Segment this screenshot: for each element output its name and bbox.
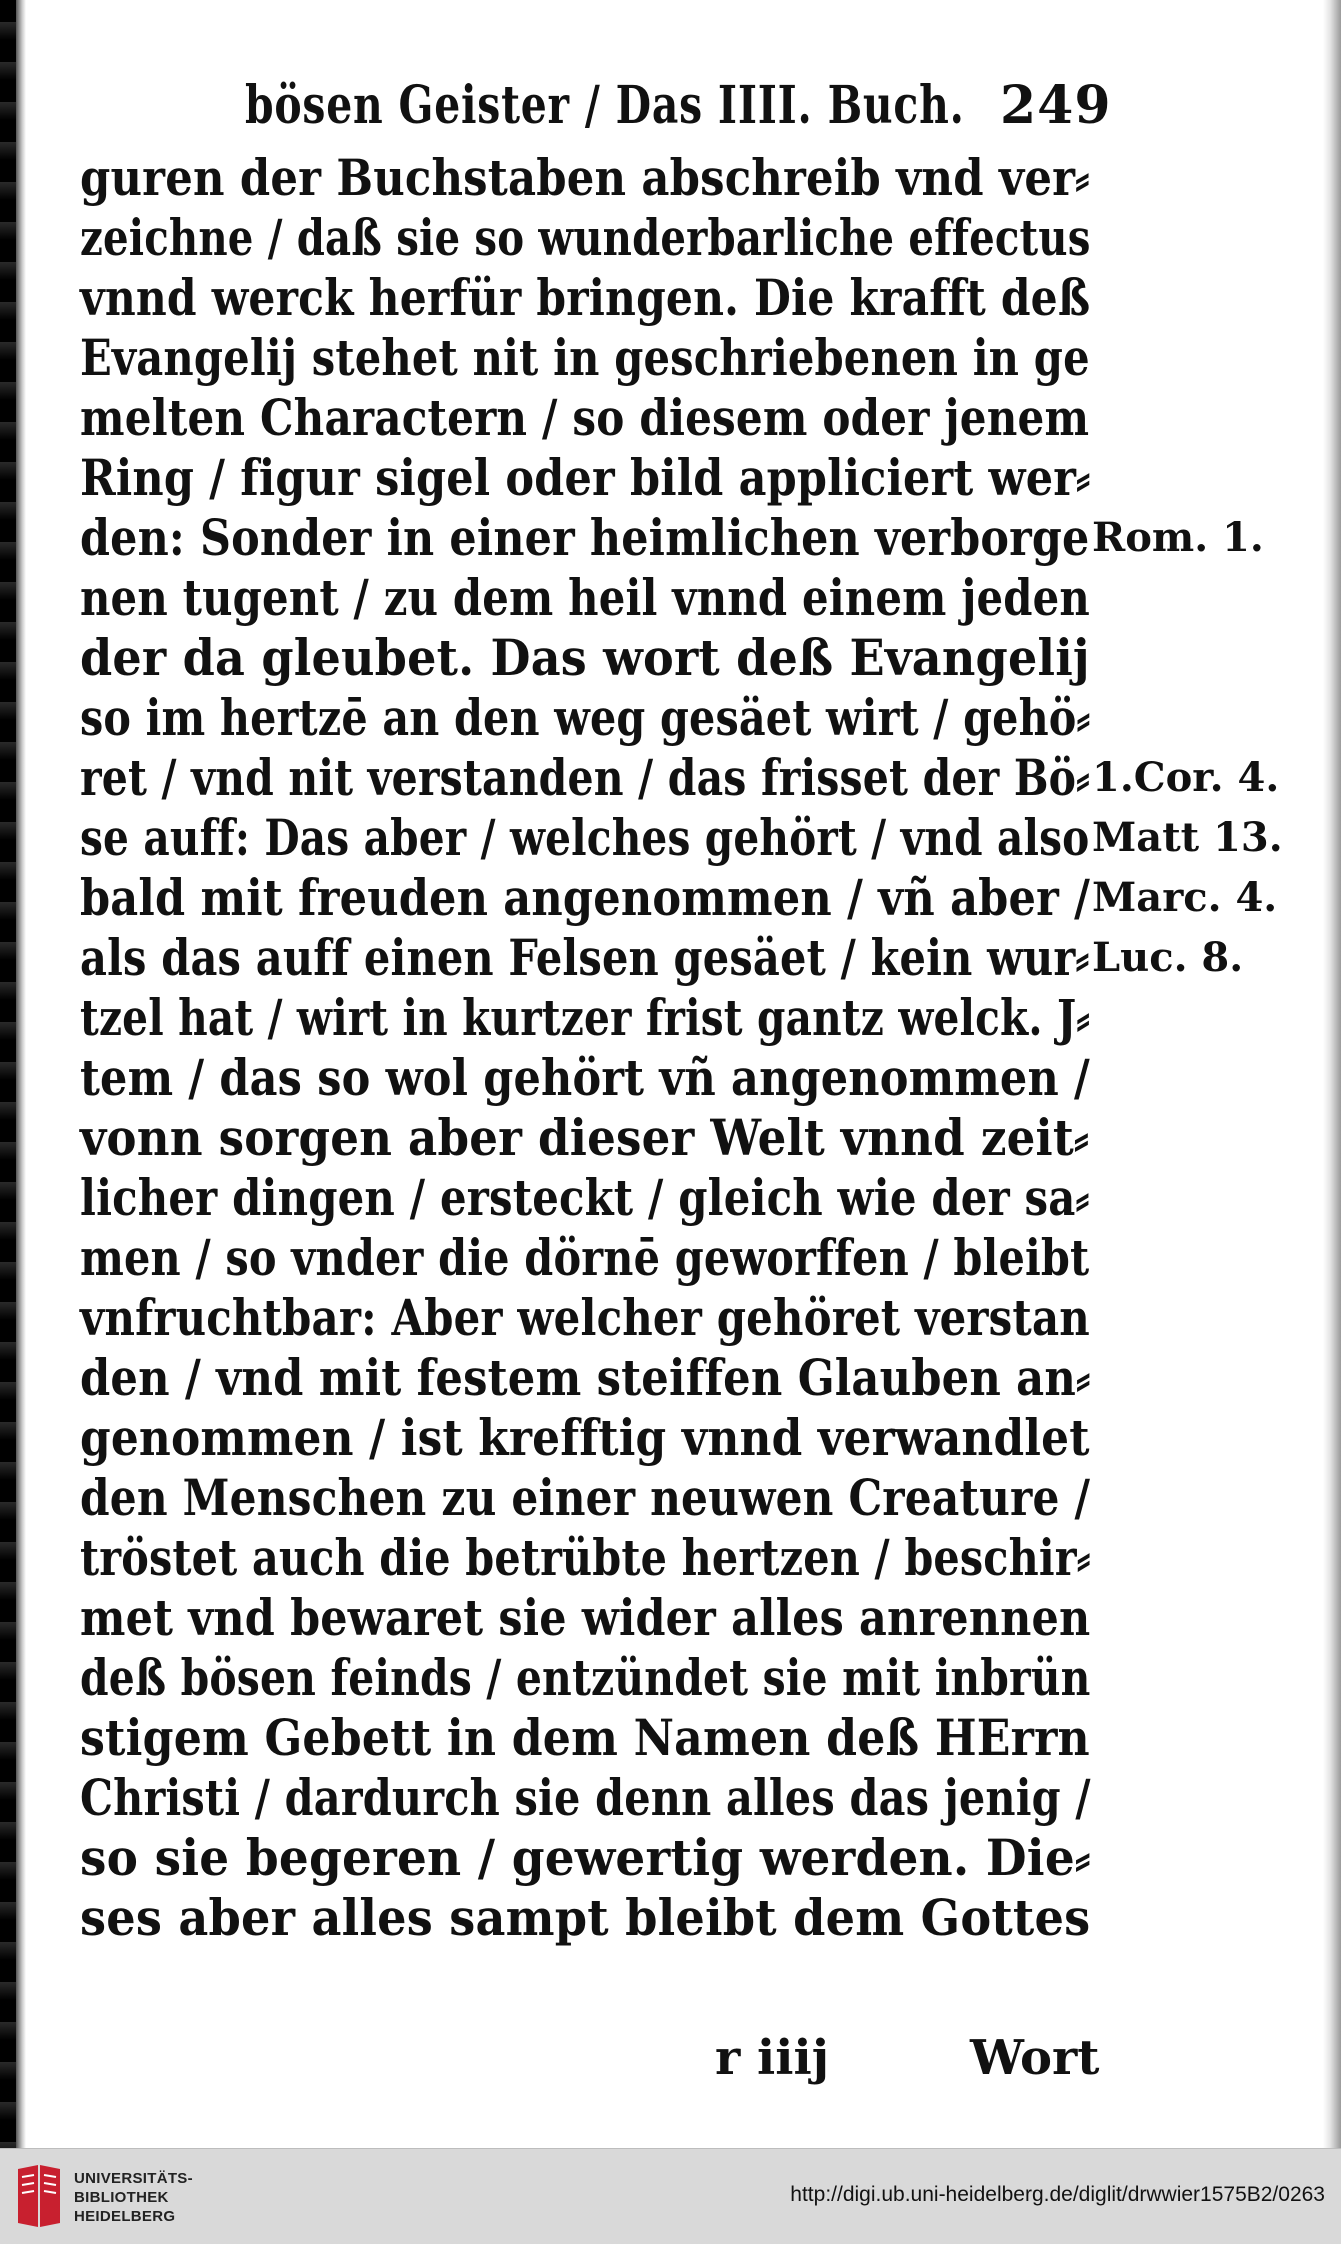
library-name-line: UNIVERSITÄTS- [74, 2170, 193, 2187]
catchword: Wort [970, 2030, 1100, 2086]
text-line: se auff: Das aber / welches gehört / vnd also [80, 808, 1090, 867]
page-number: 249 [1000, 75, 1112, 136]
text-line: den / vnd mit festem steiffen Glauben an⸗ [80, 1348, 1091, 1407]
library-name-line: HEIDELBERG [74, 2208, 176, 2225]
margin-note: Marc. 4. [1092, 874, 1278, 921]
page-gutter-shadow [16, 0, 26, 2148]
running-title: bösen Geister / Das IIII. Buch. [245, 75, 965, 136]
footer-bar [0, 2148, 1341, 2244]
library-name-line: BIBLIOTHEK [74, 2189, 169, 2206]
library-name [74, 2169, 193, 2226]
text-line: den: Sonder in einer heimlichen verborge [80, 508, 1090, 567]
text-line: tröstet auch die betrübte hertzen / beschir⸗ [80, 1528, 1091, 1587]
text-line: nen tugent / zu dem heil vnnd einem jeden [80, 568, 1090, 627]
text-line: stigem Gebett in dem Namen deß HErrn [80, 1708, 1090, 1767]
body-text [80, 148, 1120, 1948]
text-line: so im hertzē an den weg gesäet wirt / gehö⸗ [80, 688, 1091, 747]
university-library-logo-icon [14, 2163, 64, 2229]
margin-note: 1.Cor. 4. [1092, 754, 1280, 801]
margin-note: Matt 13. [1092, 814, 1283, 861]
text-line: genommen / ist krefftig vnnd verwandlet [80, 1408, 1090, 1467]
text-line: Christi / dardurch sie denn alles das jenig / [80, 1768, 1091, 1827]
text-line: so sie begeren / gewertig werden. Die⸗ [80, 1828, 1091, 1887]
book-spine-edge [0, 0, 16, 2148]
text-line: Evangelij stehet nit in geschriebenen in ge [80, 328, 1090, 387]
text-line: Ring / figur sigel oder bild appliciert wer⸗ [80, 448, 1091, 507]
margin-note: Rom. 1. [1092, 514, 1264, 561]
text-line: vonn sorgen aber dieser Welt vnnd zeit⸗ [80, 1108, 1090, 1167]
text-line: melten Charactern / so diesem oder jenem [80, 388, 1090, 447]
text-line: vnnd werck herfür bringen. Die krafft deß [80, 268, 1091, 327]
text-line: vnfruchtbar: Aber welcher gehöret verstan [80, 1288, 1090, 1347]
page-right-edge [1323, 0, 1341, 2148]
text-line: tzel hat / wirt in kurtzer frist gantz welck. J⸗ [80, 988, 1091, 1047]
text-line: den Menschen zu einer neuwen Creature / [80, 1468, 1091, 1527]
text-line: tem / das so wol gehört vñ angenommen / [80, 1048, 1090, 1107]
text-line: men / so vnder die dörnē geworffen / bleibt [80, 1228, 1090, 1287]
source-url[interactable]: http://digi.ub.uni-heidelberg.de/diglit/drwwier1575B2/0263 [790, 2183, 1325, 2206]
text-line: als das auff einen Felsen gesäet / kein wur⸗ [80, 928, 1090, 987]
text-line: met vnd bewaret sie wider alles anrennen [80, 1588, 1091, 1647]
text-line: ses aber alles sampt bleibt dem Gottes [80, 1888, 1091, 1947]
text-line: zeichne / daß sie so wunderbarliche effectus [80, 208, 1091, 267]
text-line: licher dingen / ersteckt / gleich wie der sa⸗ [80, 1168, 1090, 1227]
text-line: der da gleubet. Das wort deß Evangelij [80, 628, 1090, 687]
running-header [245, 75, 1112, 145]
text-line: guren der Buchstaben abschreib vnd ver⸗ [80, 148, 1090, 207]
text-line: ret / vnd nit verstanden / das frisset der Bö⸗ [80, 748, 1091, 807]
text-line: deß bösen feinds / entzündet sie mit inbrün [80, 1648, 1091, 1707]
signature-mark: r iiij [715, 2030, 830, 2086]
text-line: bald mit freuden angenommen / vñ aber / [80, 868, 1091, 927]
margin-note: Luc. 8. [1092, 934, 1244, 981]
